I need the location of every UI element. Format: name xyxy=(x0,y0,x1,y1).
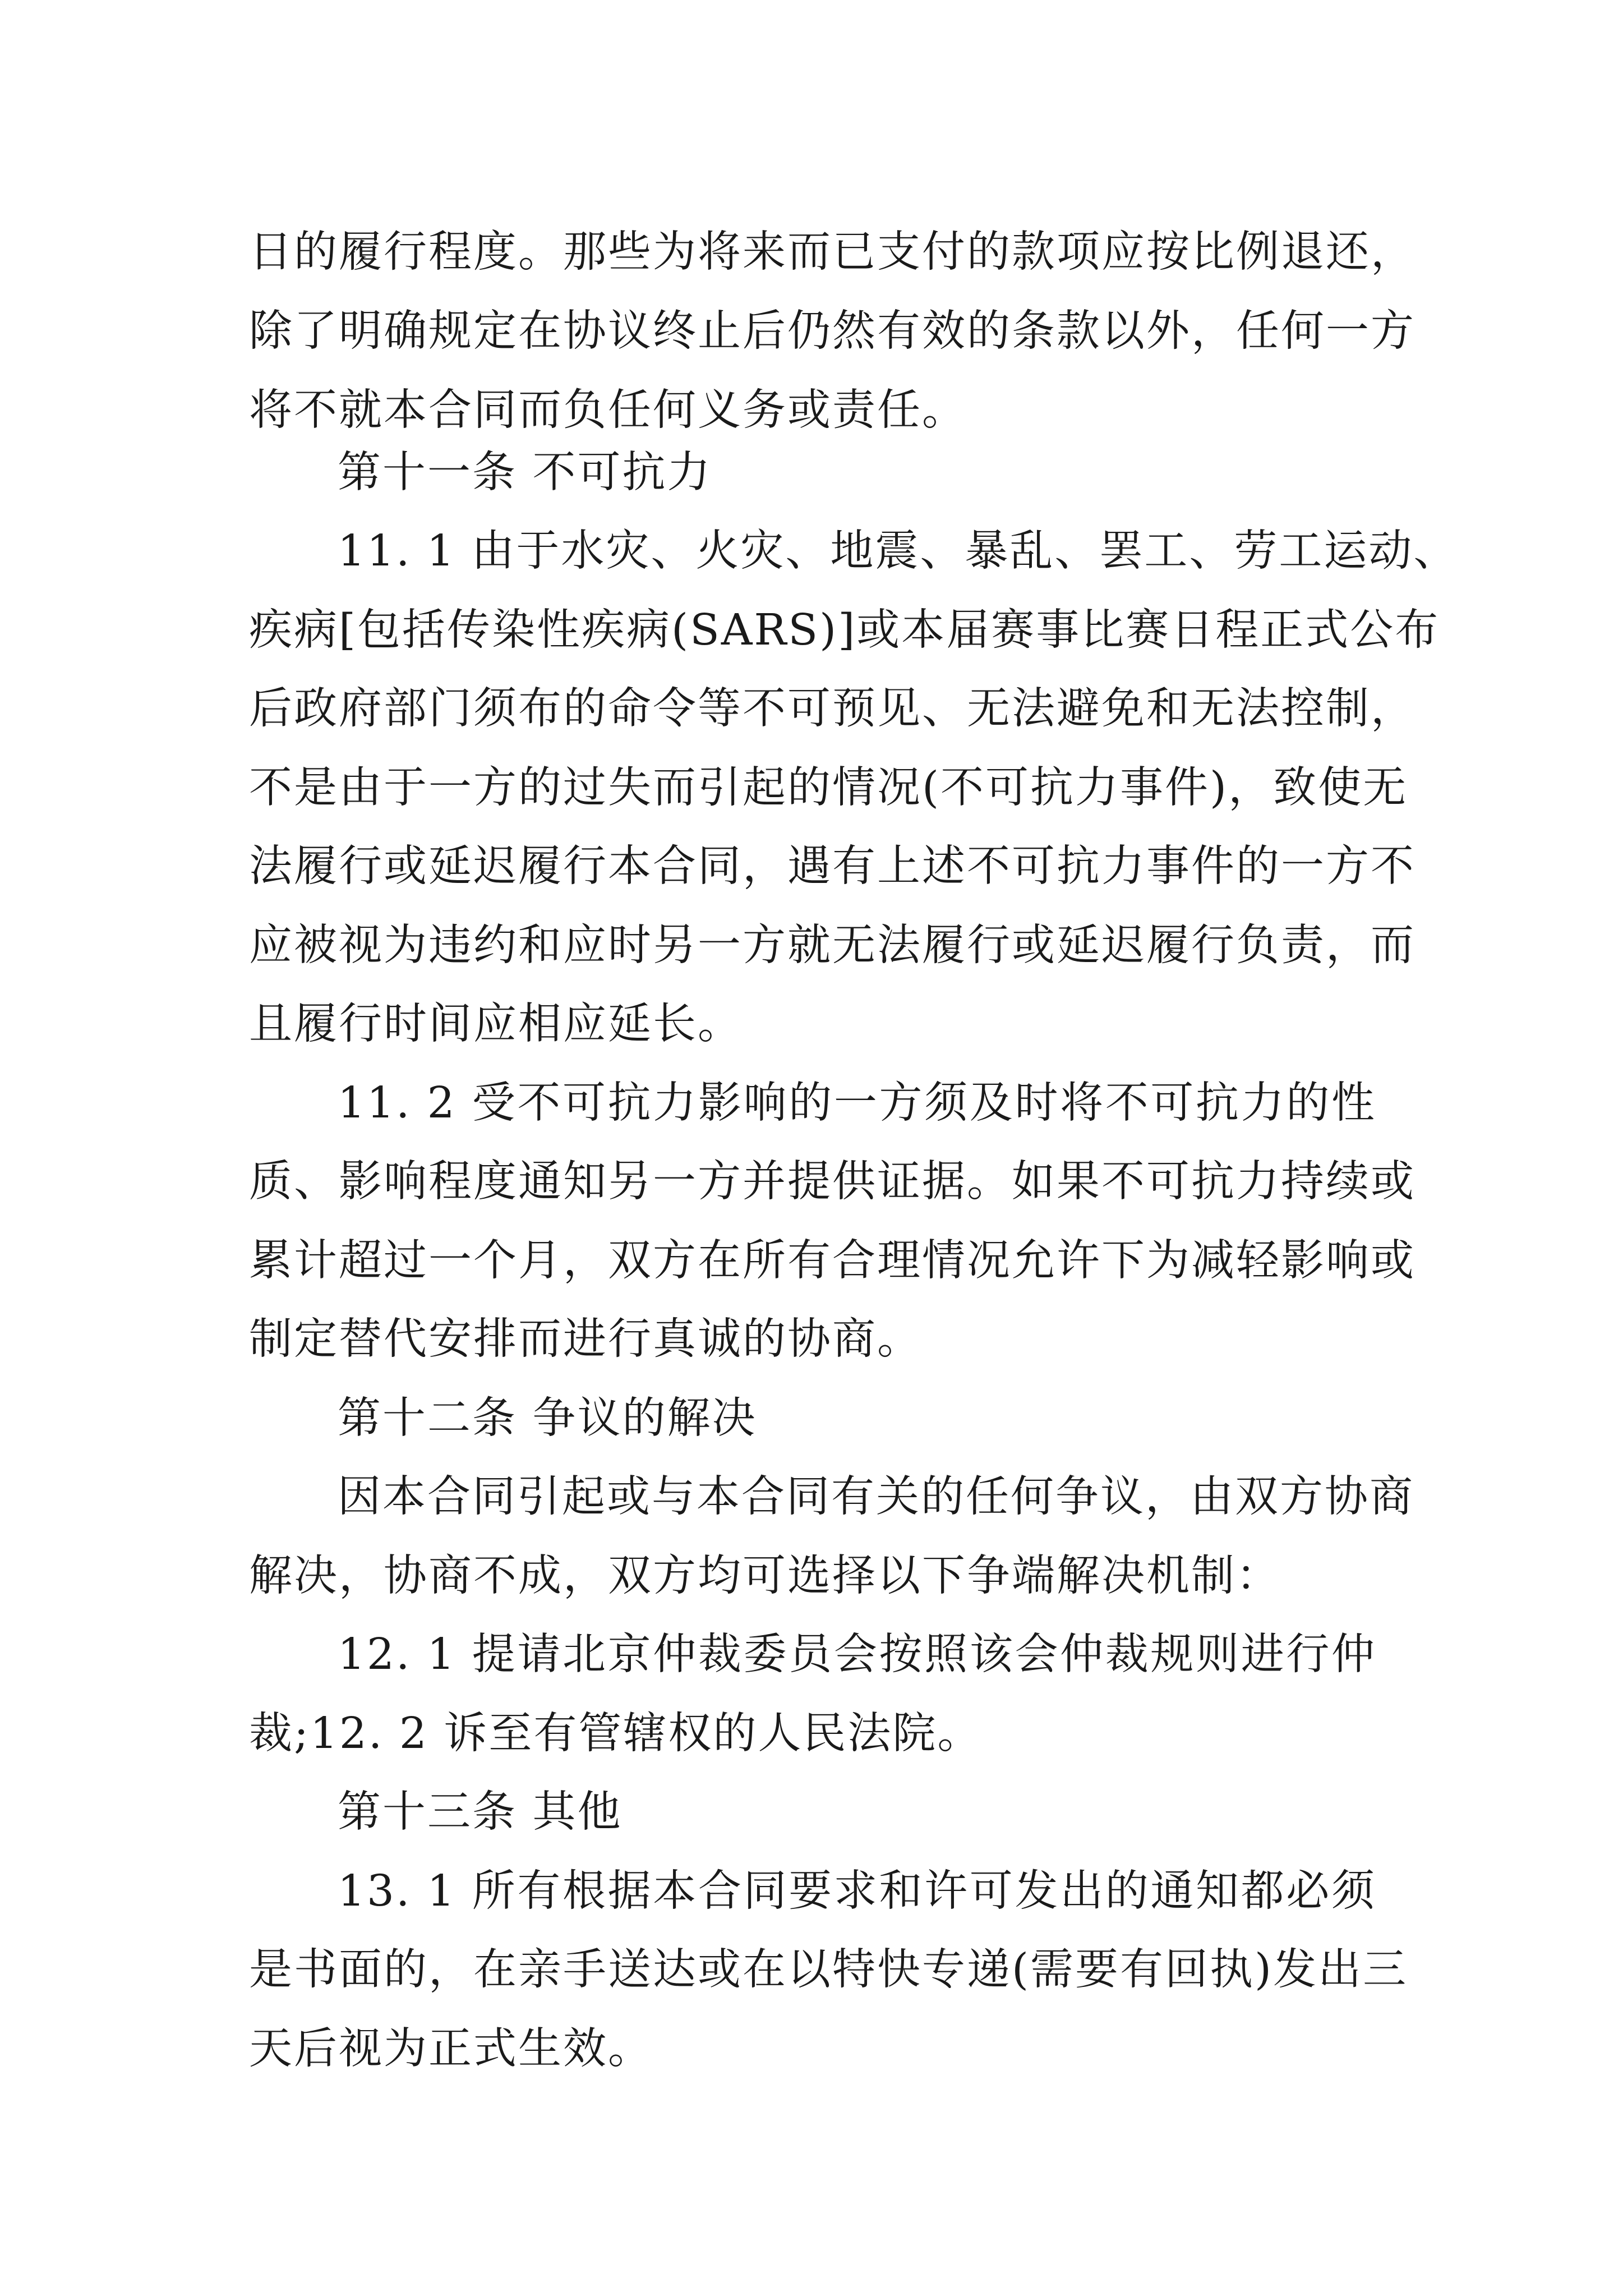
text-line: 天后视为正式生效。 xyxy=(249,2024,653,2074)
text-line: 日的履行程度。那些为将来而已支付的款项应按比例退还， xyxy=(249,227,1415,277)
text-line: 不是由于一方的过失而引起的情况(不可抗力事件)，致使无 xyxy=(249,763,1408,813)
article-heading: 第十一条 不可抗力 xyxy=(338,448,712,498)
article-heading: 第十三条 其他 xyxy=(338,1787,623,1837)
text-line: 除了明确规定在协议终止后仍然有效的条款以外，任何一方 xyxy=(249,306,1415,356)
text-line: 11. 2 受不可抗力影响的一方须及时将不可抗力的性 xyxy=(338,1078,1376,1128)
text-line: 13. 1 所有根据本合同要求和许可发出的通知都必须 xyxy=(338,1866,1376,1916)
text-line: 且履行时间应相应延长。 xyxy=(249,999,743,1049)
text-line: 是书面的，在亲手送达或在以特快专递(需要有回执)发出三 xyxy=(249,1945,1408,1995)
text-line: 疾病[包括传染性疾病(SARS)]或本届赛事比赛日程正式公布 xyxy=(249,605,1440,655)
text-line: 累计超过一个月，双方在所有合理情况允许下为减轻影响或 xyxy=(249,1236,1415,1286)
text-line: 11. 1 由于水灾、火灾、地震、暴乱、罢工、劳工运动、 xyxy=(338,526,1459,576)
text-line: 解决，协商不成，双方均可选择以下争端解决机制： xyxy=(249,1551,1281,1601)
text-line: 后政府部门须布的命令等不可预见、无法避免和无法控制， xyxy=(249,684,1415,734)
text-line: 裁;12. 2 诉至有管辖权的人民法院。 xyxy=(249,1709,983,1759)
article-heading: 第十二条 争议的解决 xyxy=(338,1393,757,1443)
text-line: 质、影响程度通知另一方并提供证据。如果不可抗力持续或 xyxy=(249,1157,1415,1207)
text-line: 制定替代安排而进行真诚的协商。 xyxy=(249,1314,922,1364)
text-line: 应被视为违约和应时另一方就无法履行或延迟履行负责，而 xyxy=(249,921,1415,970)
text-line: 因本合同引起或与本合同有关的任何争议，由双方协商 xyxy=(338,1472,1414,1522)
text-line: 法履行或延迟履行本合同，遇有上述不可抗力事件的一方不 xyxy=(249,841,1415,891)
text-line: 将不就本合同而负任何义务或责任。 xyxy=(249,385,967,435)
text-line: 12. 1 提请北京仲裁委员会按照该会仲裁规则进行仲 xyxy=(338,1630,1376,1680)
